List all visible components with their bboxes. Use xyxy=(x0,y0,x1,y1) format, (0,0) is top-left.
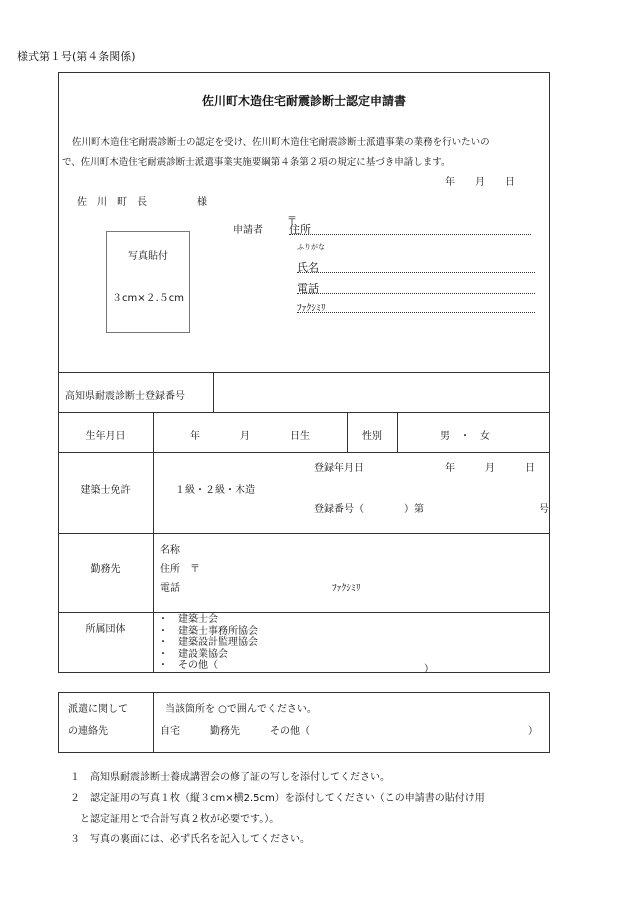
license-grade[interactable]: １級・２級・木造 xyxy=(175,485,255,496)
applicant-phone-label: 電話 xyxy=(297,282,319,295)
birth-date-value[interactable]: 年 月 日生 xyxy=(190,431,310,442)
org-other-close: ） xyxy=(424,664,434,675)
form-id: 様式第１号(第４条関係) xyxy=(17,50,136,63)
workplace-phone-label: 電話 xyxy=(160,583,180,594)
furigana-label: ふりがな xyxy=(297,243,325,251)
contact-options[interactable]: 自宅 勤務先 その他（ xyxy=(160,726,310,737)
org-item[interactable]: ・ 建築士事務所協会 xyxy=(158,625,258,637)
workplace-label: 勤務先 xyxy=(90,564,121,575)
applicant-name-field[interactable] xyxy=(297,272,535,273)
contact-close: ） xyxy=(528,726,538,737)
org-item[interactable]: ・ 建築士会 xyxy=(158,614,218,625)
applicant-fax-label: ﾌｧｸｼﾐﾘ xyxy=(297,303,326,314)
form-title: 佐川町木造住宅耐震診断士認定申請書 xyxy=(201,94,406,108)
workplace-address-label: 住所 〒 xyxy=(160,564,200,575)
addressee: 佐 川 町 長 様 xyxy=(77,197,207,208)
license-reg-no-label: 登録番号（ ）第 xyxy=(314,504,424,515)
intro-line-1: 佐川町木造住宅耐震診断士の認定を受け、佐川町木造住宅耐震診断士派遣事業の業務を行いたいの xyxy=(72,137,490,148)
note-1: １ 高知県耐震診断士養成講習会の修了証の写しを添付してください。 xyxy=(70,772,390,783)
birth-date-label: 生年月日 xyxy=(85,431,126,442)
license-reg-date-value[interactable]: 年 月 日 xyxy=(445,463,535,474)
applicant-address-label: 住所 xyxy=(289,223,311,236)
note-2-cont: と認定証用とで合計写真２枚が必要です。）。 xyxy=(70,814,280,825)
note-3: ３ 写真の裏面には、必ず氏名を記入してください。 xyxy=(70,834,310,845)
note-2: ２ 認定証用の写真１枚（縦３cm×横2.5cm）を添付してください（この申請書の貼付け用 xyxy=(70,793,485,804)
registration-number-field[interactable] xyxy=(214,373,549,412)
applicant-phone-field[interactable] xyxy=(297,293,535,294)
contact-instruction: 当該箇所を ○で囲んでください。 xyxy=(165,704,317,715)
intro-line-2: で、佐川町木造住宅耐震診断士派遣事業実施要綱第４条第２項の規定に基づき申請します。 xyxy=(62,157,451,168)
photo-size: ３cm×２.５cm xyxy=(111,293,185,304)
applicant-address-field[interactable] xyxy=(289,234,531,235)
gender-options[interactable]: 男 ・ 女 xyxy=(440,431,490,442)
org-item[interactable]: ・ 建設業協会 xyxy=(158,648,228,660)
org-item[interactable]: ・ 建築設計監理協会 xyxy=(158,637,258,648)
gender-label: 性別 xyxy=(362,431,382,442)
application-date: 年 月 日 xyxy=(445,177,515,188)
contact-label-line-1: 派遣に関して xyxy=(68,704,128,715)
workplace-name-label: 名称 xyxy=(160,545,180,556)
registration-number-label: 高知県耐震診断士登録番号 xyxy=(65,391,185,402)
license-reg-no-suffix: 号 xyxy=(539,504,549,515)
applicant-fax-field[interactable] xyxy=(297,312,535,313)
contact-label-line-2: の連絡先 xyxy=(68,726,108,737)
org-list[interactable] xyxy=(158,614,258,672)
org-label: 所属団体 xyxy=(85,624,126,635)
workplace-fax-label: ﾌｧｸｼﾐﾘ xyxy=(332,583,361,594)
org-item[interactable]: ・ その他（ xyxy=(158,660,218,671)
postal-mark: 〒 xyxy=(287,216,297,227)
license-reg-date-label: 登録年月日 xyxy=(314,463,364,474)
license-label: 建築士免許 xyxy=(80,485,131,496)
applicant-name-label: 氏名 xyxy=(297,261,319,274)
applicant-label: 申請者 xyxy=(233,225,263,236)
photo-label: 写真貼付 xyxy=(128,251,168,262)
